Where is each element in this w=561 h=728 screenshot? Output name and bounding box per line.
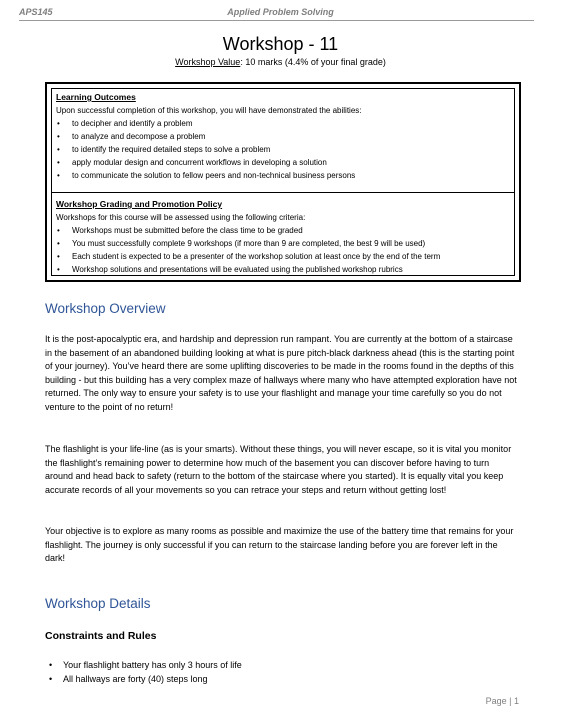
list-item: • apply modular design and concurrent workflows in developing a solution	[56, 156, 510, 169]
list-item: • Your flashlight battery has only 3 hours of life	[45, 658, 242, 672]
learning-outcomes-heading: Learning Outcomes	[56, 92, 136, 102]
list-item: • You must successfully complete 9 workshops (if more than 9 are completed, the best 9 will be used)	[56, 237, 510, 250]
workshop-value-text: : 10 marks (4.4% of your final grade)	[240, 57, 386, 67]
list-item: • to analyze and decompose a problem	[56, 130, 510, 143]
overview-heading: Workshop Overview	[45, 301, 166, 316]
learning-outcomes-section	[56, 91, 510, 182]
course-title: Applied Problem Solving	[227, 7, 334, 17]
details-heading: Workshop Details	[45, 596, 151, 611]
grading-list	[56, 224, 510, 276]
constraints-list	[45, 658, 242, 686]
policy-box-inner	[51, 88, 515, 276]
list-item: • Each student is expected to be a presenter of the workshop solution at least once by the end of the term	[56, 250, 510, 263]
learning-outcomes-intro: Upon successful completion of this workshop, you will have demonstrated the abilities:	[56, 106, 362, 115]
list-item: • Workshop solutions and presentations will be evaluated using the published workshop rubrics	[56, 263, 510, 276]
overview-paragraph: The flashlight is your life-line (as is your smarts). Without these things, you will never escape, so it is vital you monitor the flashlight’s remaining power to determine how much of the basement you can discover before having to turn around and head back to safety (return to the bottom of the staircase where you started). It is equally vital you keep accurate records of all your movements so you can retrace your steps and return without getting lost!	[45, 444, 512, 495]
list-item: • Workshops must be submitted before the class time to be graded	[56, 224, 510, 237]
list-item: • All hallways are forty (40) steps long	[45, 672, 242, 686]
box-divider	[52, 192, 514, 193]
workshop-value	[0, 57, 561, 67]
grading-heading: Workshop Grading and Promotion Policy	[56, 199, 223, 209]
course-code: APS145	[19, 7, 53, 17]
overview-paragraph: Your objective is to explore as many rooms as possible and maximize the use of the battery time that remains for your flashlight. The journey is only successful if you can return to the staircase landing before you are forever left in the dark!	[45, 526, 514, 563]
header-rule	[19, 20, 534, 21]
list-item: • to decipher and identify a problem	[56, 117, 510, 130]
grading-intro: Workshops for this course will be assessed using the following criteria:	[56, 213, 306, 222]
list-item: • to communicate the solution to fellow peers and non-technical business persons	[56, 169, 510, 182]
policy-box	[45, 82, 521, 282]
overview-paragraph: It is the post-apocalyptic era, and hardship and depression run rampant. You are currently at the bottom of a staircase in the basement of an abandoned building looking at what is pure pitch-black darkness ahead (this is the starting point of your journey). You’ve heard there are some uplifting discoveries to be made in the rooms found in the depths of this building - but this building has a very complex maze of hallways where many who have attempted exploration have not returned. The only way to ensure your safety is to use your flashlight and manage your time carefully so you do not venture to the point of no return!	[45, 334, 517, 412]
page-title: Workshop - 11	[222, 34, 339, 54]
page-number: Page | 1	[485, 696, 519, 706]
list-item: • to identify the required detailed steps to solve a problem	[56, 143, 510, 156]
learning-outcomes-list	[56, 117, 510, 182]
grading-section	[56, 198, 510, 276]
constraints-heading: Constraints and Rules	[45, 630, 157, 642]
workshop-value-label: Workshop Value	[175, 57, 241, 67]
